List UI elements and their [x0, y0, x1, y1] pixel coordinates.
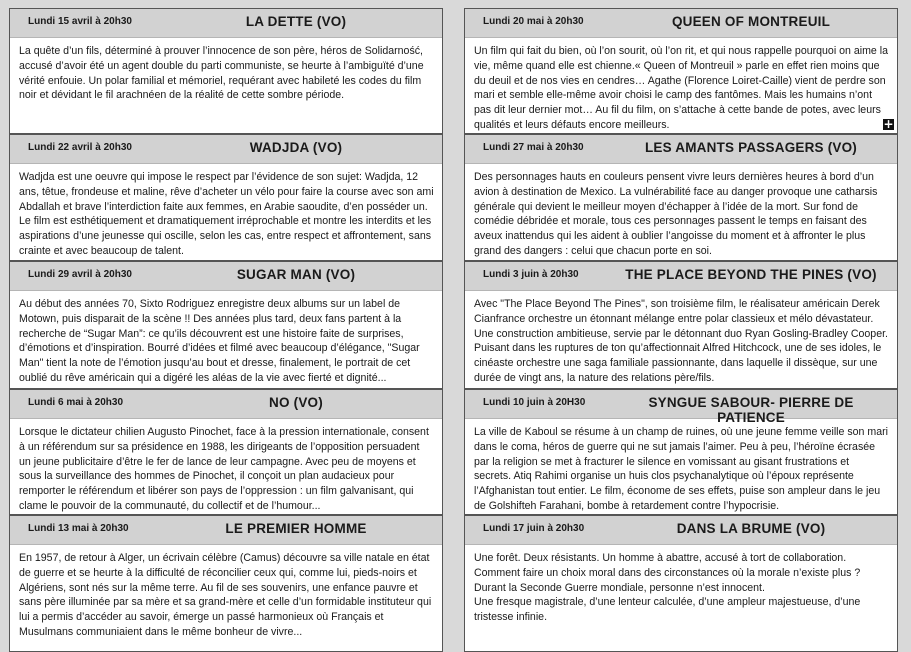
film-title: WADJDA (VO) — [249, 140, 343, 155]
film-card-header — [10, 262, 442, 291]
film-synopsis: En 1957, de retour à Alger, un écrivain célèbre (Camus) découvre sa ville natale en état de guerre et se heurte à la difficulté de réconcilier ceux qui, comme lui, pieds-noirs et Algériens, sont nés sur la même terre. Au fil de ses souvenirs, une enfance pauvre et sans père illuminée par sa mère et sa grand-mère et celle d’un formidable instituteur qui lui a permis d’accéder au savoir, émerge un passé harmonieux où Français et Musulmans communiaient dans le même bonheur de vivre... — [19, 552, 432, 638]
film-title: LE PREMIER HOMME — [225, 521, 367, 536]
film-card-le-premier-homme — [9, 515, 443, 652]
screening-date: Lundi 17 juin à 20h30 — [483, 523, 585, 534]
screening-date: Lundi 15 avril à 20h30 — [28, 16, 132, 27]
film-synopsis: Un film qui fait du bien, où l’on sourit, où l’on rit, et qui nous rappelle pourquoi on aime la vie, même quand elle est chienne.« Queen of Montreuil » parle en effet rien moins que du deuil et de nos vies en cendres… Agathe (Florence Loiret-Caille) vient de perdre son mari et semble elle-même avoir choisi le camp des fantômes. Mais les humains n’ont pas dit leur dernier mot… Au fil du film, on s’attache à cette bande de potes, avec leurs qualités et leurs défauts encore meilleurs. — [474, 45, 888, 131]
film-title: THE PLACE BEYOND THE PINES (VO) — [625, 267, 877, 282]
film-card-sugar-man — [9, 261, 443, 389]
film-card-no — [9, 389, 443, 515]
film-card-header — [465, 516, 897, 545]
screening-date: Lundi 13 mai à 20h30 — [28, 523, 129, 534]
screening-date: Lundi 27 mai à 20h30 — [483, 142, 584, 153]
film-card-header — [10, 390, 442, 419]
film-card-la-dette — [9, 8, 443, 134]
film-title: QUEEN OF MONTREUIL — [671, 14, 831, 29]
film-synopsis: La ville de Kaboul se résume à un champ de ruines, où une jeune femme veille son mari dans le coma, héros de guerre qui ne sut jamais l’aimer. Peu à peu, l’héroïne écrasée par la religion se met à fracturer le silence en vomissant au gisant frustrations et secrets. Atiq Rahimi organise un huis clos psychanalytique où l’époux représente l’Afghanistan tout entier. Le film, économe de ses effets, puise son ampleur dans le jeu de Golshifteh Farahani, bombe à retardement contre l’hypocrisie. — [474, 426, 888, 512]
film-synopsis: Wadjda est une oeuvre qui impose le respect par l’évidence de son sujet: Wadjda, 12 ans, têtue, frondeuse et maline, rêve d’acheter un vélo pour faire la course avec son ami Abdallah et brave l’interdiction faite aux femmes, en Arabie saoudite, d’en posséder un. Le film est esthétiquement et dramatiquement irréprochable et montre les interdits et les aspirations d’une jeunesse qui oscille, selon les cas, entre respect et affrontement, sans crainte et avec beaucoup de talent. — [19, 171, 434, 257]
more-info-button[interactable]: + — [883, 117, 894, 131]
film-synopsis: Une forêt. Deux résistants. Un homme à abattre, accusé à tort de collaboration. Comment faire un choix moral dans des circonstances où la morale n’existe plus ? Durant la Seconde Guerre mondiale, personne n’est innocent. Une fresque magistrale, d’une lenteur calculée, d’une ampleur majestueuse, d’une tristesse infinie. — [474, 552, 861, 624]
film-card-header — [465, 135, 897, 164]
film-card-wadjda — [9, 134, 443, 261]
film-synopsis: Au début des années 70, Sixto Rodriguez enregistre deux albums sur un label de Motown, puis disparait de la scène !! Des années plus tard, deux fans partent à la recherche de “Sugar Man”: ce qu’ils découvrent est une histoire faite de surprises, d’émotions et d’inspiration. Bourré d’idées et filmé avec beaucoup d’élégance, "Sugar Man" tient la note de l’émotion jusqu’au bout et dresse, finalement, le portrait de cet oublié du rêve américain qui a digéré les aléas de la vie avec fierté et dignité... — [19, 298, 420, 384]
film-card-les-amants-passagers — [464, 134, 898, 261]
screening-date: Lundi 22 avril à 20h30 — [28, 142, 132, 153]
film-card-syngue-sabour — [464, 389, 898, 515]
film-title: SYNGUE SABOUR- PIERRE DE PATIENCE — [648, 395, 854, 425]
film-card-dans-la-brume — [464, 515, 898, 652]
film-synopsis: La quête d’un fils, déterminé à prouver l’innocence de son père, héros de Solidarność, accusé d’avoir été un agent double du parti communiste, se heurte à l’ambiguïté d’une vérité enfouie. Un polar familial et mémoriel, requérant avec habileté les codes du film noir et dévidant le fil arachnéen de la réalité de cette sombre période. — [19, 45, 424, 102]
film-card-header — [10, 135, 442, 164]
film-card-the-place-beyond-the-pines — [464, 261, 898, 389]
film-card-header — [10, 516, 442, 545]
screening-date: Lundi 3 juin à 20h30 — [483, 269, 579, 280]
film-card-header — [465, 9, 897, 38]
screening-date: Lundi 29 avril à 20h30 — [28, 269, 132, 280]
film-card-header — [465, 390, 897, 425]
screening-date: Lundi 10 juin à 20H30 — [483, 397, 586, 408]
film-card-header — [10, 9, 442, 38]
film-card-queen-of-montreuil — [464, 8, 898, 134]
screening-date: Lundi 6 mai à 20h30 — [28, 397, 124, 408]
film-title: DANS LA BRUME (VO) — [676, 521, 826, 536]
film-synopsis: Des personnages hauts en couleurs pensent vivre leurs dernières heures à bord d’un avion à destination de Mexico. La vulnérabilité face au danger provoque une catharsis générale qui devient le meilleur moyen d’échapper à l’idée de la mort. Sur fond de comédie débridée et morale, tous ces personnages passent le temps en faisant des aveux inattendus qui les aident à oublier l’angoisse du moment et à affronter le plus grand des dangers : celui que chacun porte en soi. — [474, 171, 878, 257]
film-title: LES AMANTS PASSAGERS (VO) — [644, 140, 857, 155]
film-synopsis: Avec "The Place Beyond The Pines", son troisième film, le réalisateur américain Derek Cianfrance orchestre un étonnant mélange entre polar classieux et mélo dévastateur. Une construction ambitieuse, servie par le détonnant duo Ryan Gosling-Bradley Cooper. Puisant dans les ruptures de ton qu’affectionnait Alfred Hitchcock, une de ses idoles, le cinéaste orchestre une saga familiale passionnante, dans laquelle il dissèque, sur une durée de vingt ans, la nature des relations père/fils. — [474, 298, 888, 384]
film-title: SUGAR MAN (VO) — [236, 267, 356, 282]
film-synopsis: Lorsque le dictateur chilien Augusto Pinochet, face à la pression internationale, consent à un référendum sur sa présidence en 1988, les dirigeants de l’opposition persuadent un jeune publicitaire d’être le fer de lance de leur campagne. Avec peu de moyens et sous la surveillance des hommes de Pinochet, il conçoit un plan audacieux pour remporter le référendum et libérer son pays de l’oppression : un film galvanisant, qui clame le pouvoir de la communauté, du collectif et de l’humour... — [19, 426, 429, 512]
film-title: NO (VO) — [269, 395, 323, 410]
screening-date: Lundi 20 mai à 20h30 — [483, 16, 584, 27]
film-card-header — [465, 262, 897, 291]
film-title: LA DETTE (VO) — [245, 14, 347, 29]
